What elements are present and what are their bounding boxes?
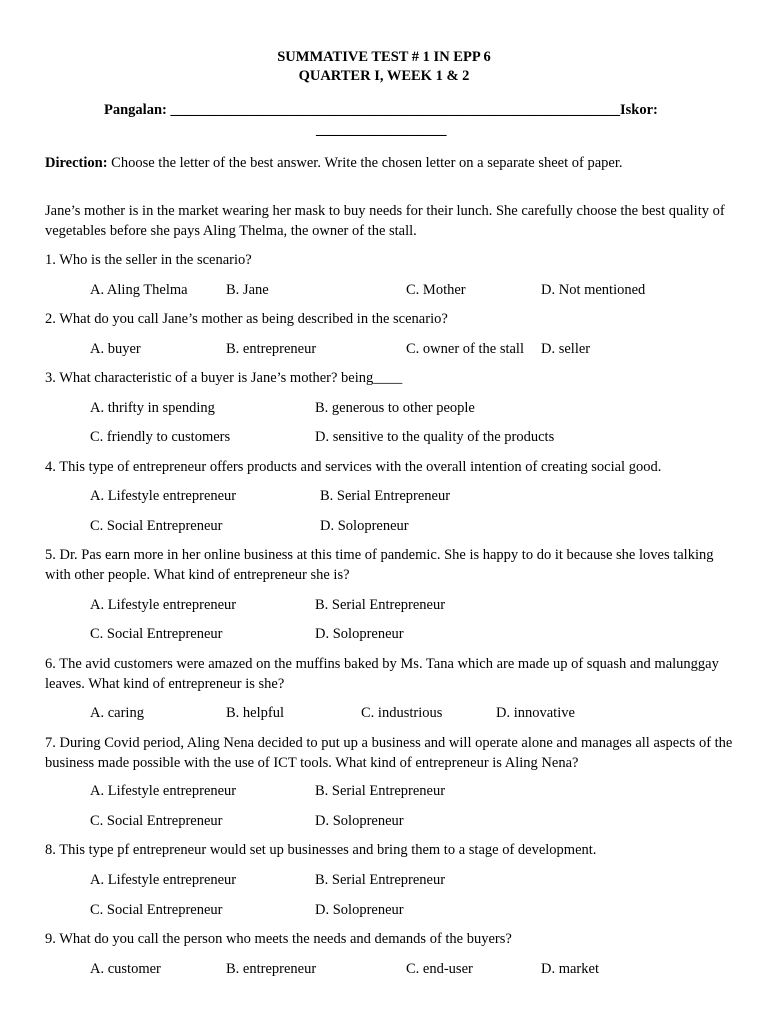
- q6-choice-d: D. innovative: [496, 705, 575, 721]
- question-9: 9. What do you call the person who meets the needs and demands of the buyers?: [45, 931, 512, 947]
- q5-choice-a: A. Lifestyle entrepreneur: [90, 597, 237, 613]
- q4-choice-a: A. Lifestyle entrepreneur: [90, 488, 237, 504]
- q3-choice-a: A. thrifty in spending: [90, 400, 215, 416]
- q5-choice-b: B. Serial Entrepreneur: [315, 597, 446, 613]
- direction-label: Direction:: [45, 155, 108, 171]
- q9-choice-a: A. customer: [90, 961, 161, 977]
- q5-choice-c: C. Social Entrepreneur: [90, 626, 223, 642]
- question-4: 4. This type of entrepreneur offers products and services with the overall intention of creating social good.: [45, 459, 662, 475]
- q7-choice-a: A. Lifestyle entrepreneur: [90, 783, 237, 799]
- question-3: 3. What characteristic of a buyer is Jane’s mother? being____: [45, 370, 403, 386]
- q5-choice-d: D. Solopreneur: [315, 626, 404, 642]
- q7-choice-b: B. Serial Entrepreneur: [315, 783, 446, 799]
- q1-choice-d: D. Not mentioned: [541, 282, 646, 298]
- question-2: 2. What do you call Jane’s mother as being described in the scenario?: [45, 311, 448, 327]
- q8-choice-c: C. Social Entrepreneur: [90, 902, 223, 918]
- q8-choice-d: D. Solopreneur: [315, 902, 404, 918]
- q3-choice-c: C. friendly to customers: [90, 429, 231, 445]
- direction-line: [45, 153, 622, 173]
- quarter-subtitle: QUARTER I, WEEK 1 & 2: [298, 68, 470, 84]
- q7-choice-d: D. Solopreneur: [315, 813, 404, 829]
- q1-choice-a: A. Aling Thelma: [90, 282, 188, 298]
- q8-choice-a: A. Lifestyle entrepreneur: [90, 872, 237, 888]
- scenario-paragraph: Jane’s mother is in the market wearing her mask to buy needs for their lunch. She carefully choose the best quality of vegetables before she pays Aling Thelma, the owner of the stall.: [45, 203, 725, 239]
- q4-choice-c: C. Social Entrepreneur: [90, 518, 223, 534]
- test-title: SUMMATIVE TEST # 1 IN EPP 6: [277, 49, 491, 65]
- q2-choice-c: C. owner of the stall: [406, 341, 524, 357]
- score-blank: __________________: [316, 122, 447, 138]
- question-8: 8. This type pf entrepreneur would set up businesses and bring them to a stage of development.: [45, 842, 597, 858]
- q7-choice-c: C. Social Entrepreneur: [90, 813, 223, 829]
- q8-choice-b: B. Serial Entrepreneur: [315, 872, 446, 888]
- q3-choice-d: D. sensitive to the quality of the products: [315, 429, 555, 445]
- q4-choice-d: D. Solopreneur: [320, 518, 409, 534]
- q6-choice-a: A. caring: [90, 705, 144, 721]
- q1-choice-c: C. Mother: [406, 282, 466, 298]
- q9-choice-c: C. end-user: [406, 961, 473, 977]
- q1-choice-b: B. Jane: [226, 282, 269, 298]
- question-6: 6. The avid customers were amazed on the muffins baked by Ms. Tana which are made up of squash and malunggay leaves. What kind of entrepreneur is she?: [45, 656, 719, 692]
- q9-choice-d: D. market: [541, 961, 599, 977]
- question-5: 5. Dr. Pas earn more in her online business at this time of pandemic. She is happy to do it because she loves talking with other people. What kind of entrepreneur she is?: [45, 547, 714, 583]
- direction-text: Choose the letter of the best answer. Write the chosen letter on a separate sheet of paper.: [107, 155, 623, 171]
- question-7: 7. During Covid period, Aling Nena decided to put up a business and will operate alone and manages all aspects of the business made possible with the use of ICT tools. What kind of entrepreneur is Aling Nena?: [45, 735, 733, 771]
- q3-choice-b: B. generous to other people: [315, 400, 475, 416]
- q2-choice-d: D. seller: [541, 341, 591, 357]
- q2-choice-a: A. buyer: [90, 341, 141, 357]
- q9-choice-b: B. entrepreneur: [226, 961, 317, 977]
- q6-choice-b: B. helpful: [226, 705, 284, 721]
- q2-choice-b: B. entrepreneur: [226, 341, 317, 357]
- name-score-line: Pangalan: ______________________________________________________________Iskor:: [104, 102, 658, 118]
- q4-choice-b: B. Serial Entrepreneur: [320, 488, 451, 504]
- question-1: 1. Who is the seller in the scenario?: [45, 252, 252, 268]
- q6-choice-c: C. industrious: [361, 705, 443, 721]
